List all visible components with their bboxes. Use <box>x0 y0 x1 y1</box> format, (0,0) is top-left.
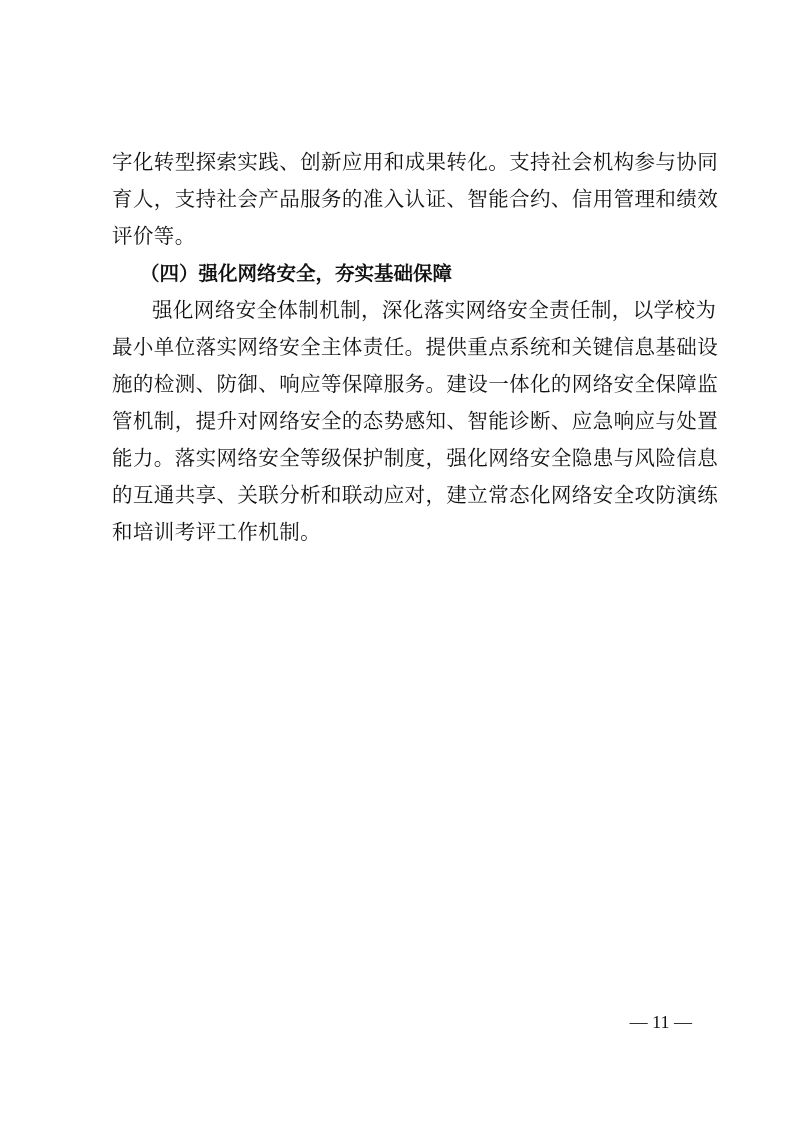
paragraph-line: 能力。落实网络安全等级保护制度，强化网络安全隐患与风险信息 <box>112 446 719 470</box>
document-body <box>112 144 719 551</box>
paragraph-line: 最小单位落实网络安全主体责任。提供重点系统和关键信息基础设 <box>112 335 719 359</box>
section-heading: （四）强化网络安全，夯实基础保障 <box>140 262 453 285</box>
paragraph-line: 和培训考评工作机制。 <box>112 520 321 544</box>
paragraph-line: 施的检测、防御、响应等保障服务。建设一体化的网络安全保障监 <box>112 372 719 396</box>
paragraph-line: 管机制，提升对网络安全的态势感知、智能诊断、应急响应与处置 <box>112 409 719 433</box>
paragraph-line: 评价等。 <box>112 224 196 248</box>
page-number: — 11 — <box>629 1012 692 1032</box>
paragraph-line: 字化转型探索实践、创新应用和成果转化。支持社会机构参与协同 <box>112 150 719 174</box>
paragraph-line: 育人，支持社会产品服务的准入认证、智能合约、信用管理和绩效 <box>112 187 719 211</box>
paragraph-line: 强化网络安全体制机制，深化落实网络安全责任制，以学校为 <box>152 298 717 322</box>
paragraph-line: 的互通共享、关联分析和联动应对，建立常态化网络安全攻防演练 <box>112 483 719 507</box>
